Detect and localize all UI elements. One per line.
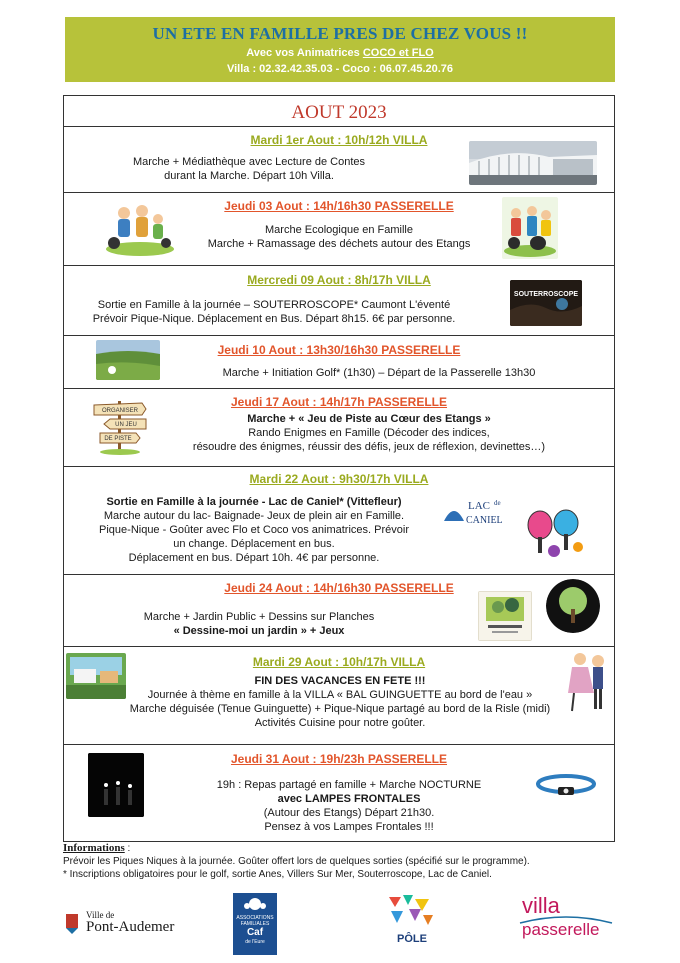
- event-description: [64, 495, 444, 565]
- event-description: [64, 298, 484, 326]
- event-line: Sortie en Famille à la journée – SOUTERROSCOPE* Caumont L'éventé: [97, 299, 451, 311]
- event-line: Marche + Ramassage des déchets autour des Etangs: [207, 238, 471, 250]
- event-line: « Dessine-moi un jardin » + Jeux: [173, 625, 345, 637]
- event-line: Activités Cuisine pour notre goûter.: [254, 717, 426, 729]
- event-line: Journée à thème en famille à la VILLA « BAL GUINGUETTE au bord de l'eau »: [147, 689, 533, 701]
- event-row: [64, 388, 614, 466]
- event-line: Marche + Jardin Public + Dessins sur Planches: [143, 611, 375, 623]
- caf-text-2: FAMILIALES: [240, 921, 270, 927]
- event-description: [64, 155, 434, 183]
- event-line: Marche autour du lac- Baignade- Jeux de plein air en Famille.: [103, 510, 405, 522]
- informations-block: [63, 842, 623, 881]
- mediatheque-photo: [469, 141, 597, 185]
- pole-logo: [385, 893, 437, 955]
- kids-cleanup-illustration: [502, 197, 558, 259]
- beach-rackets-illustration: [522, 507, 588, 559]
- info-line: * Inscriptions obligatoires pour le golf, sortie Anes, Villers Sur Mer, Souterroscope, Lac de Caniel.: [63, 869, 492, 880]
- month-title: AOUT 2023: [291, 102, 387, 123]
- golf-photo: [96, 340, 160, 380]
- pont-small-text: Ville de: [86, 910, 115, 920]
- caf-logo: [233, 893, 277, 955]
- event-line: Marche + « Jeu de Piste au Cœur des Etangs »: [247, 413, 491, 425]
- family-cleanup-illustration: [104, 199, 176, 257]
- night-walk-photo: [88, 753, 144, 817]
- event-row: [64, 335, 614, 388]
- villa-logo-text: villa: [522, 893, 560, 918]
- event-heading: Jeudi 31 Aout : 19h/23h PASSERELLE: [230, 752, 448, 766]
- guinguette-photo: [66, 653, 126, 699]
- event-heading: Jeudi 17 Aout : 14h/17h PASSERELLE: [230, 395, 448, 409]
- caf-text-3: Caf: [246, 927, 264, 938]
- villa-passerelle-logo: [518, 893, 618, 943]
- event-line: Déplacement en bus. Départ 10h. 4€ par personne.: [128, 552, 380, 564]
- caf-text-4: de l'Eure: [245, 939, 265, 945]
- event-line: durant la Marche. Départ 10h Villa.: [164, 170, 334, 182]
- event-line: Marche déguisée (Tenue Guinguette) + Pique-Nique partagé au bord de la Risle (midi): [129, 703, 551, 715]
- animatrices-line: [65, 47, 615, 59]
- event-line: (Autour des Etangs) Départ 21h30.: [263, 807, 435, 819]
- event-row: [64, 466, 614, 574]
- event-heading: Mardi 22 Aout : 9h30/17h VILLA: [249, 472, 429, 486]
- program-table: [63, 95, 615, 842]
- souterroscope-photo: [510, 280, 582, 326]
- event-line: avec LAMPES FRONTALES: [277, 793, 421, 805]
- info-line: Prévoir les Piques Niques à la journée. Goûter offert lors de quelques sorties (spécifié sur le programme).: [63, 856, 530, 867]
- event-heading: Jeudi 24 Aout : 14h/16h30 PASSERELLE: [224, 581, 454, 595]
- event-description: [164, 366, 594, 380]
- event-row: [64, 574, 614, 646]
- sign-text-1: ORGANISER: [101, 408, 139, 414]
- event-description: [164, 223, 514, 251]
- event-description: [64, 610, 454, 638]
- event-description: [194, 778, 504, 834]
- event-heading: Jeudi 10 Aout : 13h30/16h30 PASSERELLE: [217, 343, 461, 357]
- caf-text-1: ASSOCIATIONS: [236, 915, 274, 921]
- event-description: [64, 674, 616, 730]
- event-line: Marche + Initiation Golf* (1h30) – Départ de la Passerelle 13h30: [222, 367, 536, 379]
- dancing-couple-illustration: [558, 649, 614, 715]
- page-title: UN ETE EN FAMILLE PRES DE CHEZ VOUS !!: [152, 24, 528, 43]
- headlamp-photo: [534, 771, 598, 797]
- event-row: [64, 126, 614, 192]
- event-line: Marche Ecologique en Famille: [265, 224, 413, 236]
- event-heading: Mardi 29 Aout : 10h/17h VILLA: [252, 655, 426, 669]
- tree-logo: [546, 579, 600, 633]
- event-line: Rando Enigmes en Famille (Décoder des indices,: [248, 427, 490, 439]
- info-colon: :: [124, 843, 131, 854]
- info-label: Informations: [63, 842, 125, 854]
- event-line: résoudre des énigmes, réussir des défis, jeux de réflexion, devinettes…): [192, 441, 546, 453]
- event-line: Pique-Nique - Goûter avec Flo et Coco vos animatrices. Prévoir: [99, 524, 409, 536]
- event-line: 19h : Repas partagé en famille + Marche NOCTURNE: [216, 779, 482, 791]
- passerelle-logo-text: passerelle: [522, 920, 600, 939]
- caniel-text: CANIEL: [466, 515, 503, 526]
- sign-text-3: DE PISTE: [104, 436, 132, 442]
- event-row: [64, 744, 614, 842]
- event-heading: Mercredi 09 Aout : 8h/17h VILLA: [247, 273, 431, 287]
- garden-book-cover: [478, 591, 532, 641]
- pont-audemer-logo: [64, 910, 194, 938]
- lac-text: LAC: [468, 500, 490, 512]
- animatrices-names: COCO et FLO: [362, 47, 434, 59]
- sign-text-2: UN JEU: [115, 422, 137, 428]
- pont-big-text: Pont-Audemer: [86, 919, 175, 935]
- lac-de-caniel-logo: [440, 493, 516, 527]
- event-line: Marche + Médiathèque avec Lecture de Contes: [132, 156, 366, 168]
- event-row: [64, 265, 614, 335]
- animatrices-prefix: Avec vos Animatrices: [246, 47, 363, 59]
- event-line: Prévoir Pique-Nique. Déplacement en Bus. Départ 8h15. 6€ par personne.: [92, 313, 456, 325]
- pole-text: PÔLE: [397, 933, 427, 945]
- event-row: [64, 192, 614, 265]
- event-heading: Jeudi 03 Aout : 14h/16h30 PASSERELLE: [224, 199, 454, 213]
- phone-line: Villa : 02.32.42.35.03 - Coco : 06.07.45.20.76: [226, 63, 454, 75]
- event-row: [64, 646, 614, 744]
- treasure-hunt-sign-illustration: [80, 395, 160, 455]
- event-line: un change. Déplacement en bus.: [173, 538, 335, 550]
- event-line: FIN DES VACANCES EN FETE !!!: [254, 675, 426, 687]
- event-line: Sortie en Famille à la journée - Lac de Caniel* (Vittefleur): [106, 496, 402, 508]
- event-line: Pensez à vos Lampes Frontales !!!: [264, 821, 434, 833]
- header-banner: [65, 17, 615, 82]
- souterroscope-label: SOUTERROSCOPE: [513, 291, 579, 298]
- de-text: de: [494, 499, 501, 507]
- event-description: [144, 412, 594, 454]
- event-heading: Mardi 1er Aout : 10h/12h VILLA: [250, 133, 428, 147]
